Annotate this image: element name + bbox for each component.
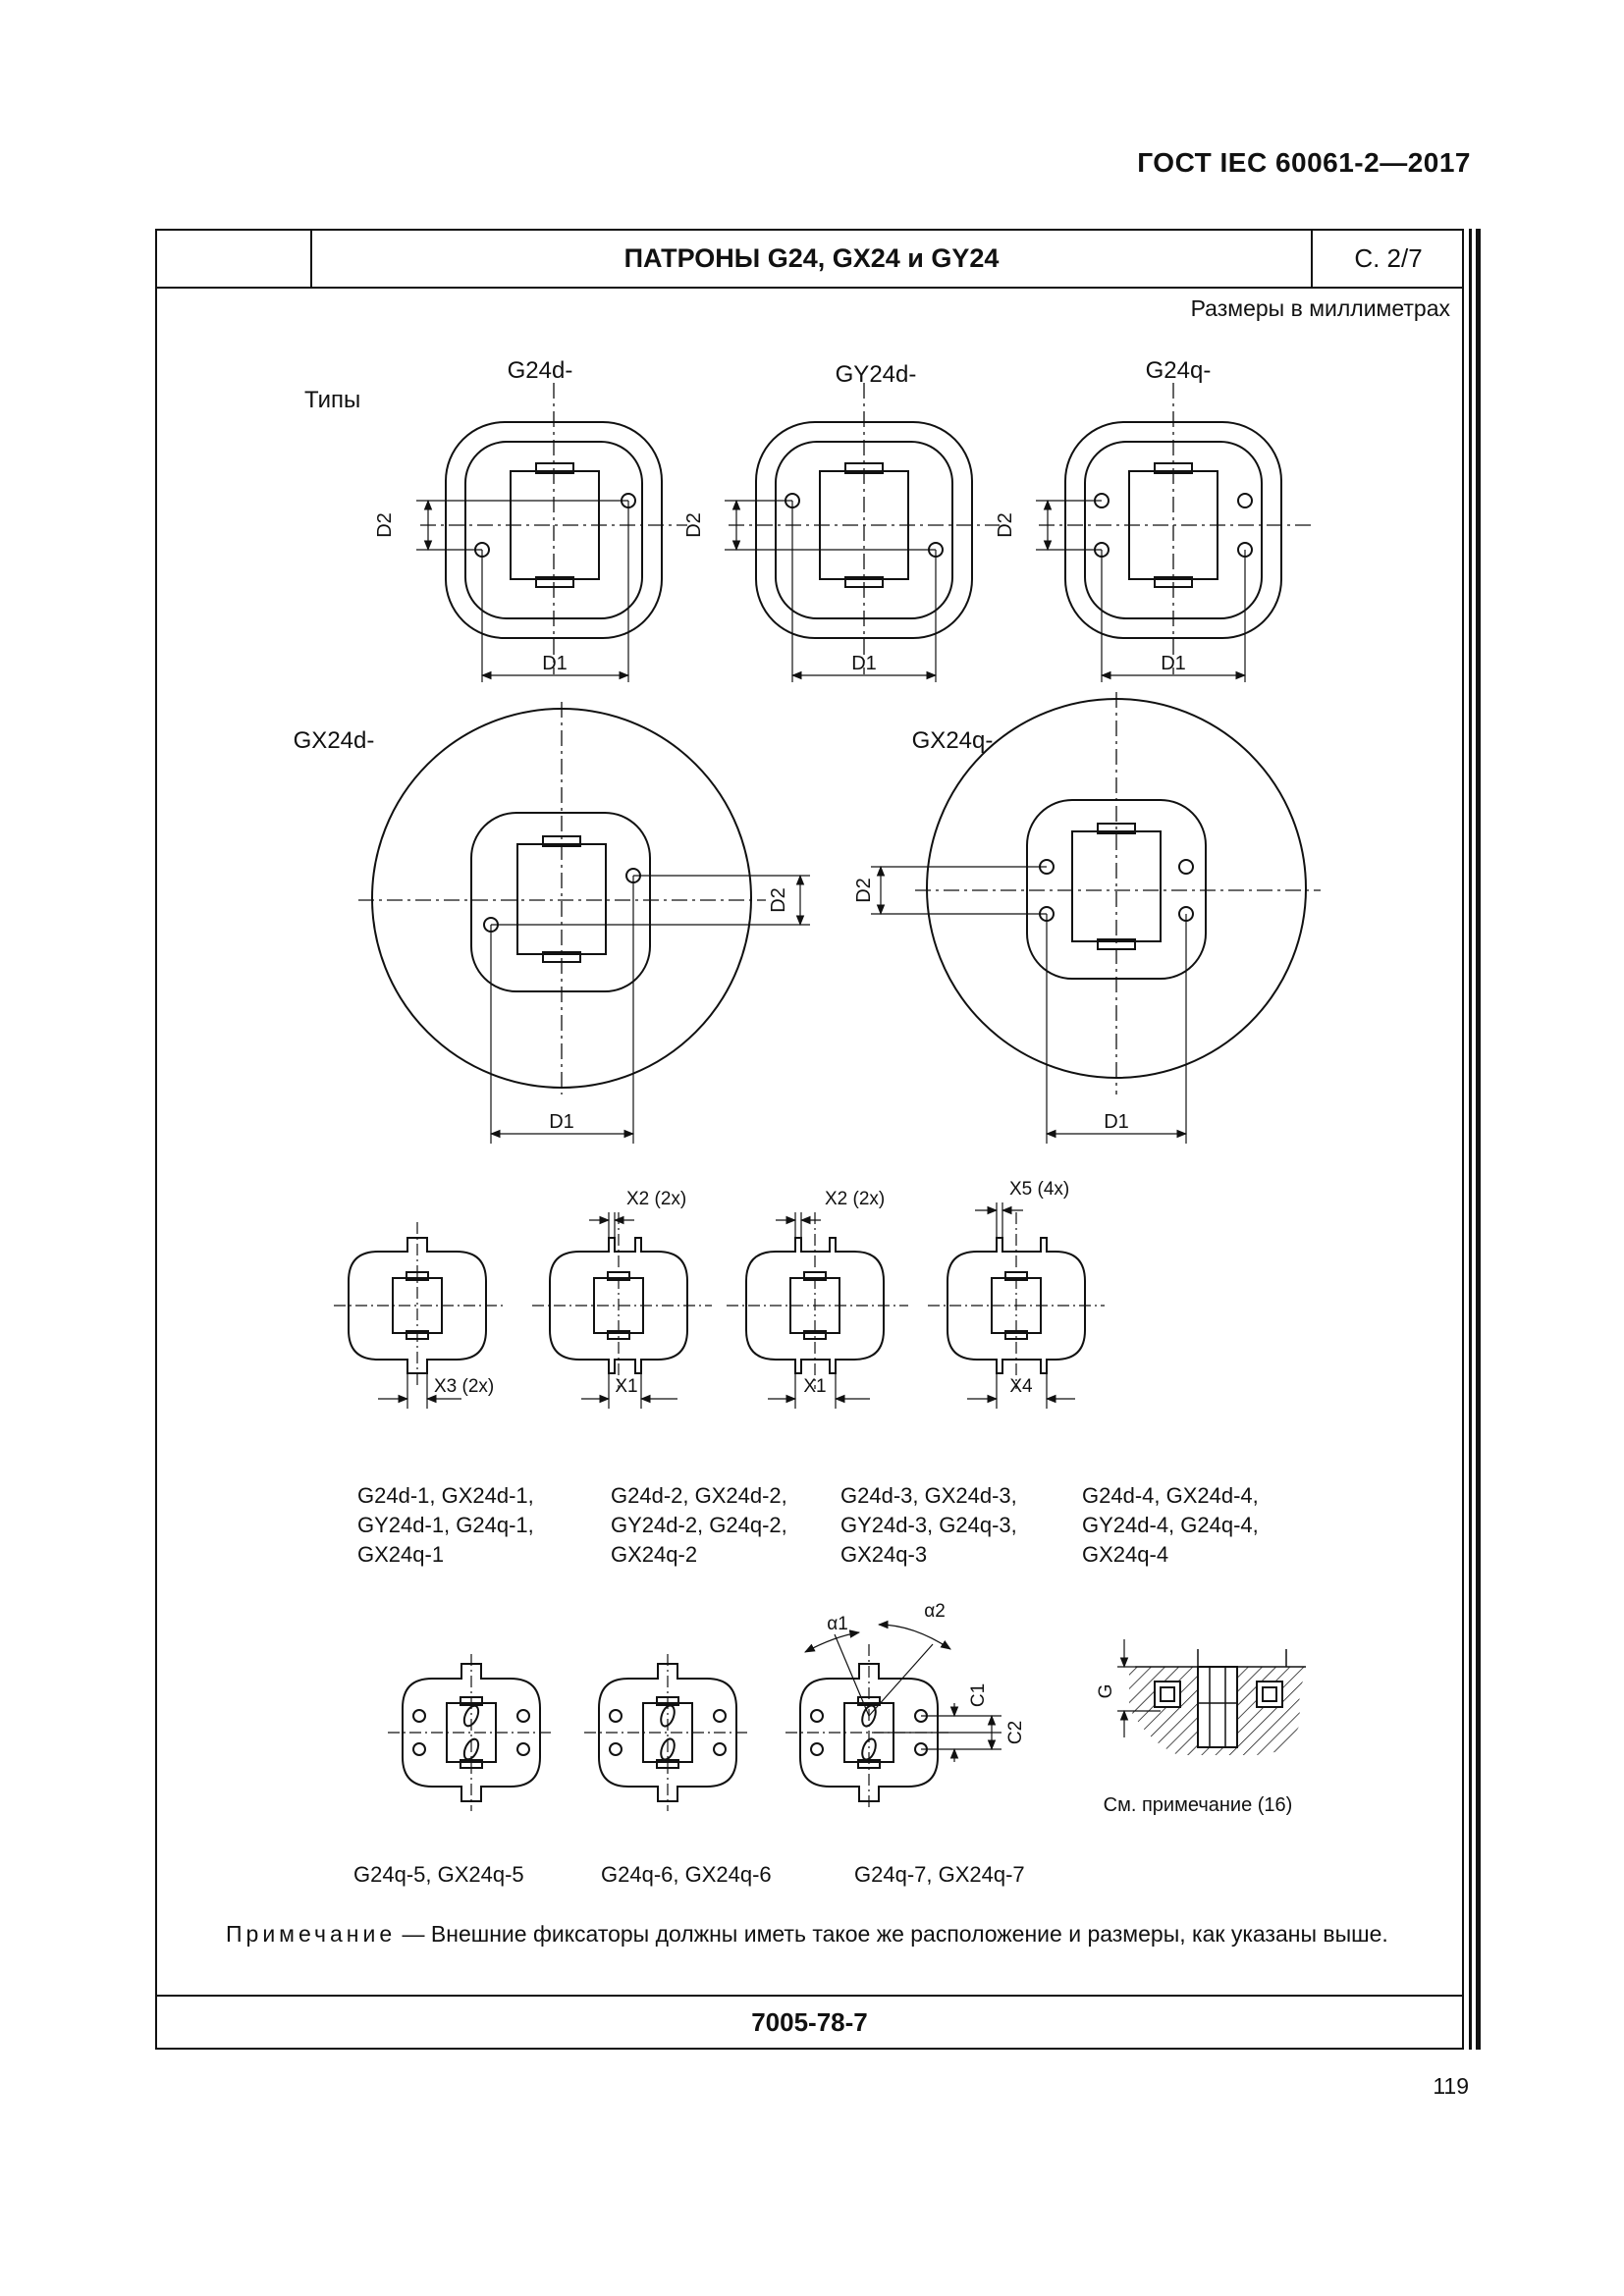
bottom-shape-2 — [584, 1654, 751, 1811]
drawing-g24q — [995, 357, 1311, 682]
type-label-gx24q: GX24q- — [911, 727, 994, 754]
keying-caption-2-line-3: GX24q-2 — [611, 1542, 698, 1567]
sheet-page-indicator: С. 2/7 — [1311, 231, 1464, 287]
dim-d2-gx24q: D2 — [853, 878, 875, 903]
dim-d1-g24q: D1 — [1161, 653, 1186, 674]
keying-shape-3 — [727, 1189, 908, 1409]
dim-alpha1: α1 — [827, 1614, 848, 1634]
dim-d2-gx24d: D2 — [768, 887, 789, 913]
keying-caption-4-line-3: GX24q-4 — [1082, 1542, 1169, 1567]
technical-drawing — [157, 231, 1463, 1998]
bottom-shape-3 — [785, 1601, 1026, 1811]
keying-caption-1-line-3: GX24q-1 — [357, 1542, 445, 1567]
dim-c2: C2 — [1005, 1720, 1026, 1745]
type-label-gx24d: GX24d- — [293, 727, 375, 754]
keying-caption-1-line-2: GY24d-1, G24q-1, — [357, 1513, 534, 1537]
type-label-g24d: G24d- — [507, 357, 573, 384]
dim-x3: X3 (2x) — [434, 1376, 495, 1397]
keying-caption-3-line-3: GX24q-3 — [840, 1542, 928, 1567]
dim-x1-b: X1 — [803, 1376, 827, 1397]
dim-x4: X4 — [1009, 1376, 1033, 1397]
keying-caption-2 — [611, 1483, 787, 1567]
note-lead: Примечание — [226, 1921, 397, 1947]
dim-x1-a: X1 — [615, 1376, 638, 1397]
dim-d2-gy24d: D2 — [683, 512, 705, 538]
type-label-gy24d: GY24d- — [835, 361, 917, 388]
sheet-edge-line-2 — [1476, 229, 1481, 2050]
sheet-title: ПАТРОНЫ G24, GX24 и GY24 — [623, 243, 1000, 273]
dim-x2-b: X2 (2x) — [825, 1189, 886, 1209]
section-detail — [1096, 1639, 1306, 1816]
keying-shape-4 — [928, 1179, 1105, 1409]
drawing-g24d — [374, 357, 687, 682]
types-label: Типы — [304, 387, 361, 413]
dim-x5: X5 (4x) — [1009, 1179, 1070, 1200]
dim-d1-gx24q: D1 — [1104, 1111, 1129, 1133]
keying-caption-3-line-1: G24d-3, GX24d-3, — [840, 1483, 1017, 1508]
keying-caption-2-line-2: GY24d-2, G24q-2, — [611, 1513, 787, 1537]
bottom-caption-1: G24q-5, GX24q-5 — [353, 1862, 524, 1887]
dim-d2-g24q: D2 — [995, 512, 1016, 538]
dim-c1: C1 — [968, 1682, 989, 1708]
keying-caption-4-line-1: G24d-4, GX24d-4, — [1082, 1483, 1259, 1508]
keying-caption-4-line-2: GY24d-4, G24q-4, — [1082, 1513, 1259, 1537]
dim-g: G — [1096, 1683, 1116, 1699]
dim-d1-g24d: D1 — [542, 653, 568, 674]
keying-caption-1 — [357, 1483, 534, 1567]
bottom-shape-1 — [388, 1654, 555, 1811]
page-number: 119 — [1433, 2073, 1469, 2099]
dim-x2-a: X2 (2x) — [626, 1189, 687, 1209]
section-caption: См. примечание (16) — [1103, 1794, 1293, 1816]
drawing-gx24q — [853, 692, 1321, 1144]
keying-caption-3-line-2: GY24d-3, G24q-3, — [840, 1513, 1017, 1537]
keying-caption-3 — [840, 1483, 1017, 1567]
units-note: Размеры в миллиметрах — [1190, 295, 1450, 321]
keying-caption-1-line-1: G24d-1, GX24d-1, — [357, 1483, 534, 1508]
keying-caption-2-line-1: G24d-2, GX24d-2, — [611, 1483, 787, 1508]
keying-caption-4 — [1082, 1483, 1259, 1567]
dim-d2-g24d: D2 — [374, 512, 396, 538]
keying-shape-1 — [334, 1222, 506, 1409]
sheet-number: 7005-78-7 — [157, 1995, 1462, 2048]
note-text: — Внешние фиксаторы должны иметь такое же расположение и размеры, как указаны выше. — [402, 1921, 1388, 1947]
bottom-caption-2: G24q-6, GX24q-6 — [601, 1862, 772, 1887]
sheet-note — [226, 1919, 1448, 1949]
dim-alpha2: α2 — [924, 1601, 946, 1622]
drawing-gy24d — [683, 361, 1000, 682]
sheet-edge-line-1 — [1469, 229, 1472, 2050]
drawing-sheet — [155, 229, 1464, 2050]
drawing-gx24d — [294, 702, 810, 1144]
keying-shape-2 — [532, 1189, 712, 1409]
dim-d1-gx24d: D1 — [549, 1111, 574, 1133]
type-label-g24q: G24q- — [1145, 357, 1212, 384]
bottom-caption-3: G24q-7, GX24q-7 — [854, 1862, 1025, 1887]
dim-d1-gy24d: D1 — [851, 653, 877, 674]
standard-header: ГОСТ IEC 60061-2—2017 — [1137, 147, 1471, 178]
